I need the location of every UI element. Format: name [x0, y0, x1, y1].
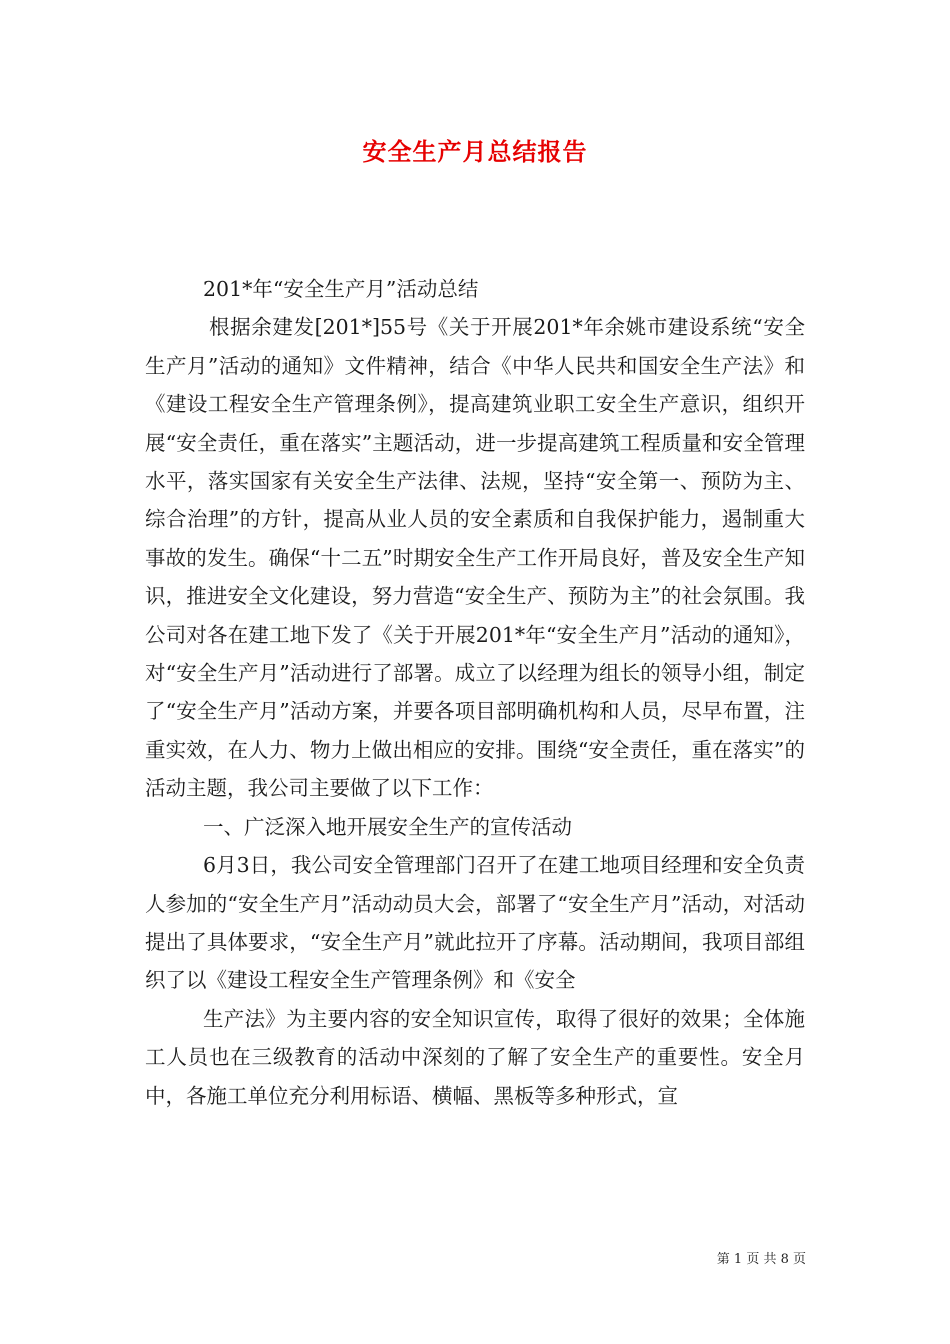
paragraph-continued: 生产法》为主要内容的安全知识宣传，取得了很好的效果；全体施工人员也在三级教育的活动中深刻的了解了安全生产的重要性。安全月中，各施工单位充分利用标语、横幅、黑板等多种形式，宣 [145, 1006, 805, 1108]
section-heading-1: 一、广泛深入地开展安全生产的宣传活动 [203, 814, 572, 839]
paragraph-intro: 根据余建发[201*]55号《关于开展201*年余姚市建设系统“安全生产月”活动的通知》文件精神，结合《中华人民共和国安全生产法》和《建设工程安全生产管理条例》，提高建筑业职工安全生产意识，组织开展“安全责任，重在落实”主题活动，进一步提高建筑工程质量和安全管理水平，落实国家有关安全生产法律、法规，坚持“安全第一、预防为主、综合治理”的方针，提高从业人员的安全素质和自我保护能力，遏制重大事故的发生。确保“十二五”时期安全生产工作开局良好，普及安全生产知识，推进安全文化建设，努力营造“安全生产、预防为主”的社会氛围。我公司对各在建工地下发了《关于开展201*年“安全生产月”活动的通知》，对“安全生产月”活动进行了部署。成立了以经理为组长的领导小组，制定了“安全生产月”活动方案，并要各项目部明确机构和人员，尽早布置，注重实效，在人力、物力上做出相应的安排。围绕“安全责任，重在落实”的活动主题，我公司主要做了以下工作： [145, 315, 805, 801]
subtitle: 201*年“安全生产月”活动总结 [203, 277, 479, 301]
page-number: 第 1 页 共 8 页 [716, 1252, 806, 1267]
paragraph-section-1: 6月3日，我公司安全管理部门召开了在建工地项目经理和安全负责人参加的“安全生产月”活动动员大会，部署了“安全生产月”活动，对活动提出了具体要求，“安全生产月”就此拉开了序幕。活动期间，我项目部组织了以《建设工程安全生产管理条例》和《安全 [145, 853, 805, 993]
document-title: 安全生产月总结报告 [362, 137, 588, 166]
document-body [145, 270, 805, 1115]
